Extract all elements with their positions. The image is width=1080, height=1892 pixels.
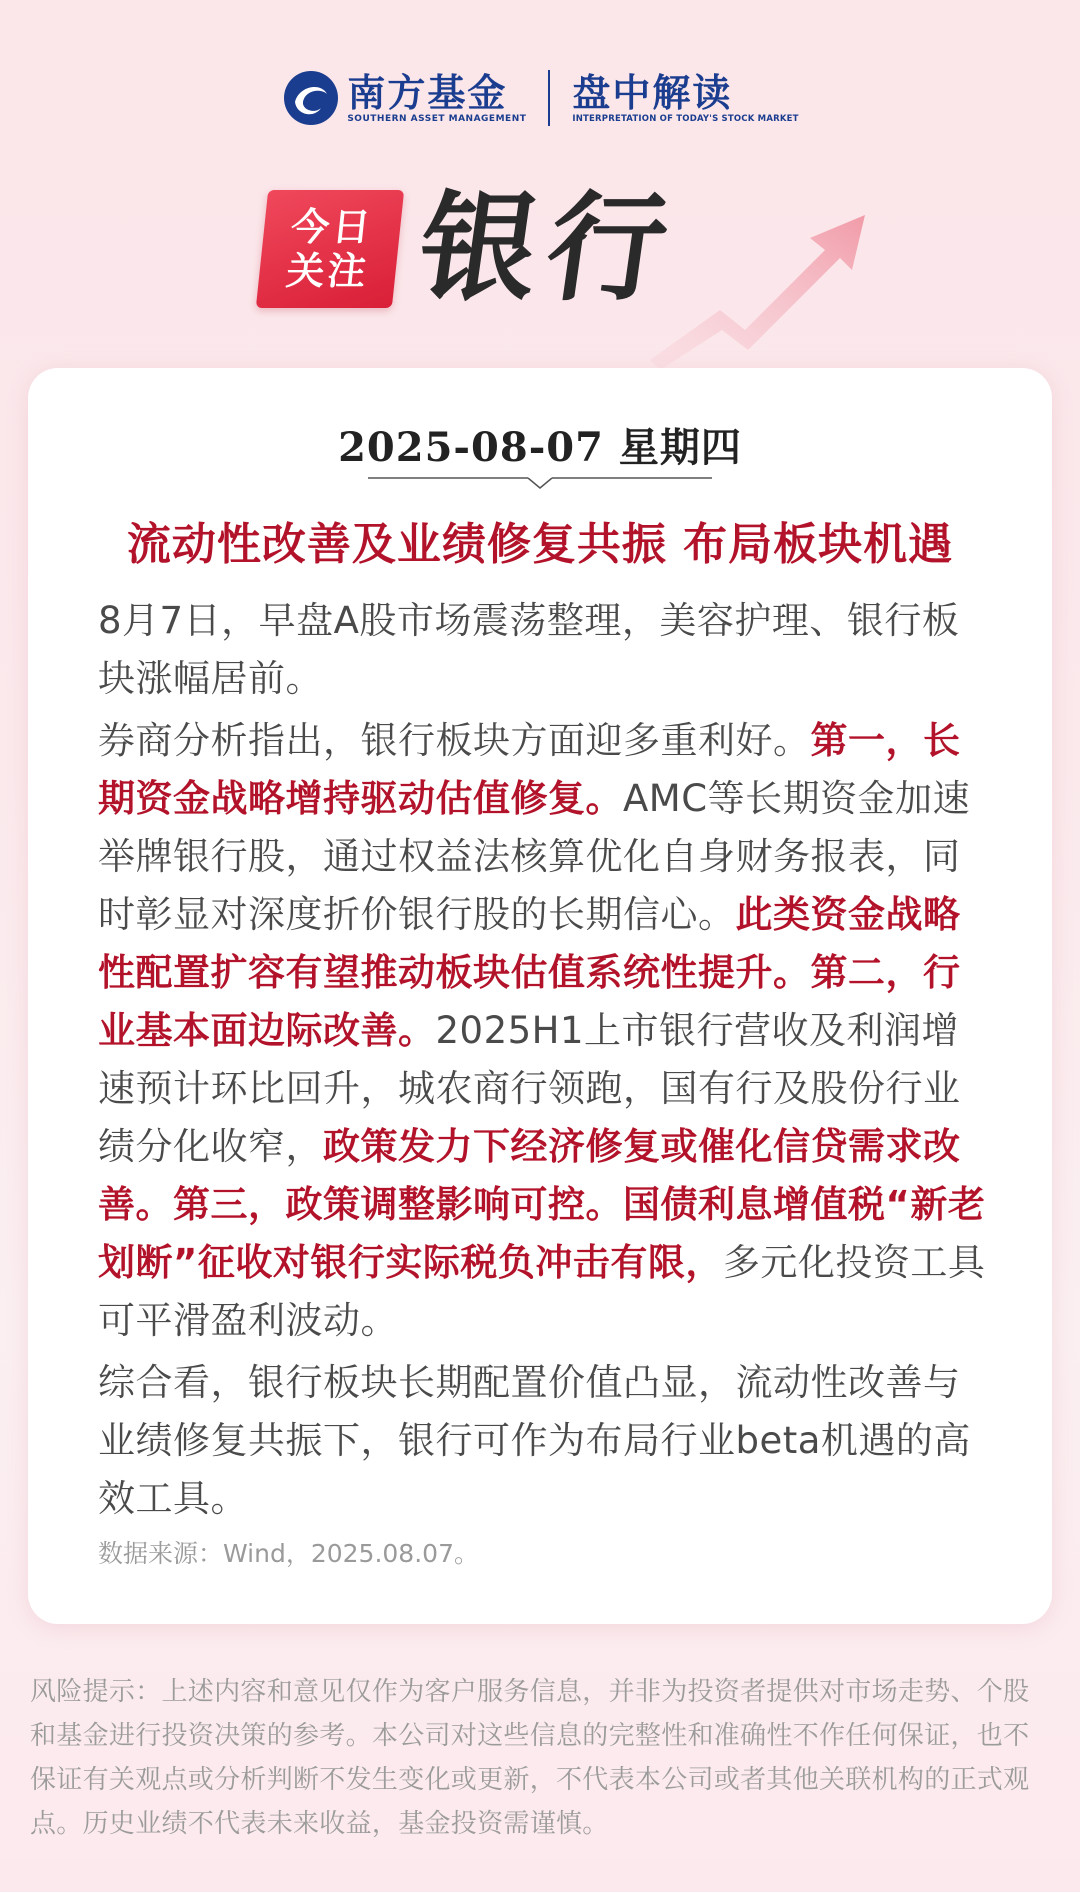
report-date: 2025-08-07 星期四 <box>338 424 742 471</box>
column-name-cn: 盘中解读 <box>572 71 733 115</box>
text-run: AMC等长期资金加速举牌银行股，通过权益法核算优化自身财务报表，同时彰显对深度折价银行股的长期信心。 <box>98 777 971 936</box>
text-run: 券商分析指出，银行板块方面迎多重利好。 <box>98 719 811 762</box>
paragraph <box>98 1354 988 1528</box>
data-source: 数据来源：Wind，2025.08.07。 <box>98 1539 479 1568</box>
badge-line1: 今日 <box>288 205 376 249</box>
paragraph <box>98 592 988 708</box>
southern-logo-icon <box>281 68 341 128</box>
highlight-text: 政策发力下经济修复或催化信贷需求改善。第三，政策调整影响可控。国债利息增值税“新老划断”征收对银行实际税负冲击有限， <box>98 1125 986 1284</box>
highlight-text: 第一，长期资金战略增持驱动估值修复。 <box>98 719 961 820</box>
text-run: 8月7日，早盘A股市场震荡整理，美容护理、银行板块涨幅居前。 <box>98 599 960 700</box>
column-name-en: INTERPRETATION OF TODAY'S STOCK MARKET <box>572 114 799 124</box>
header-divider <box>548 70 550 126</box>
text-run: 2025H1上市银行营收及利润增速预计环比回升，城农商行领跑，国有行及股份行业绩分化收窄， <box>98 1009 961 1168</box>
text-run: 综合看，银行板块长期配置价值凸显，流动性改善与业绩修复共振下，银行可作为布局行业beta机遇的高效工具。 <box>98 1361 971 1520</box>
risk-notice: 风险提示：上述内容和意见仅作为客户服务信息，并非为投资者提供对市场走势、个股和基金进行投资决策的参考。本公司对这些信息的完整性和准确性不作任何保证，也不保证有关观点或分析判断不发生变化或更新，不代表本公司或者其他关联机构的正式观点。历史业绩不代表未来收益，基金投资需谨慎。 <box>30 1677 1030 1839</box>
today-focus-badge <box>256 190 404 308</box>
date-underline <box>368 476 712 490</box>
content-card <box>28 368 1052 1624</box>
topic-title: 银行 <box>410 179 686 317</box>
headline: 流动性改善及业绩修复共振 布局板块机遇 <box>126 519 954 570</box>
text-run: 多元化投资工具可平滑盈利波动。 <box>98 1241 986 1342</box>
paragraph <box>98 712 988 1350</box>
brand-name-en: SOUTHERN ASSET MANAGEMENT <box>347 114 527 124</box>
highlight-text: 此类资金战略性配置扩容有望推动板块估值系统性提升。第二，行业基本面边际改善。 <box>98 893 961 1052</box>
brand-name-cn: 南方基金 <box>347 71 508 115</box>
article-body <box>98 592 988 1570</box>
column-logo <box>572 72 798 124</box>
badge-line2: 关注 <box>284 249 371 293</box>
header <box>0 68 1080 128</box>
brand-logo <box>281 68 526 128</box>
